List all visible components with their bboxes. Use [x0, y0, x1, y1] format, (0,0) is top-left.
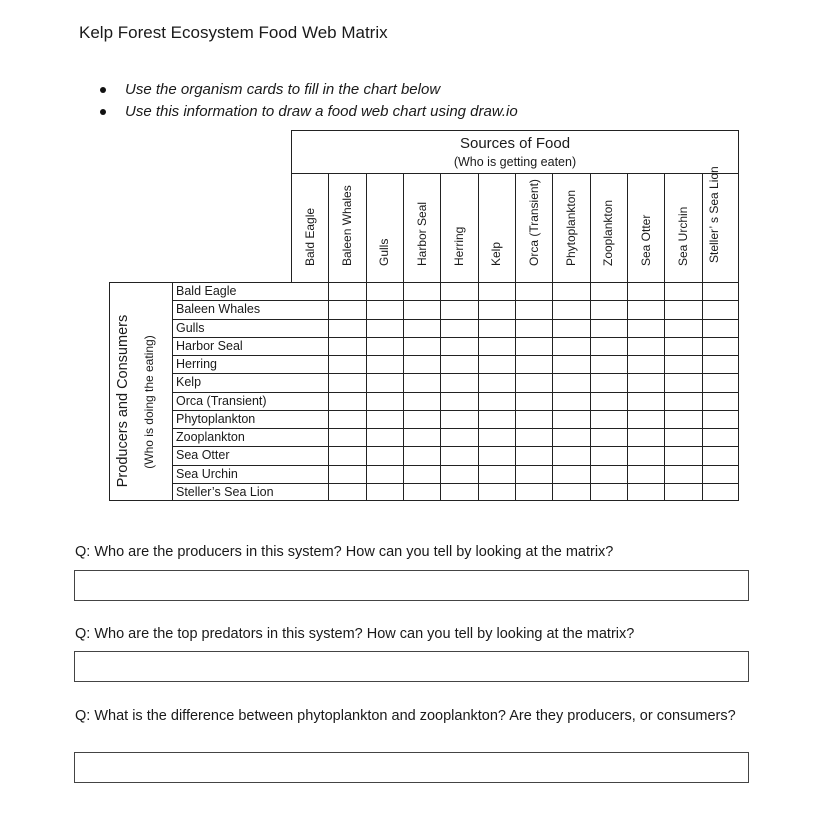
matrix-cell[interactable] — [628, 447, 663, 463]
answer-box-3[interactable] — [74, 752, 749, 783]
matrix-cell[interactable] — [665, 356, 700, 372]
matrix-cell[interactable] — [404, 466, 439, 482]
matrix-cell[interactable] — [441, 429, 476, 445]
matrix-cell[interactable] — [553, 393, 588, 409]
matrix-cell[interactable] — [441, 338, 476, 354]
matrix-cell[interactable] — [591, 393, 626, 409]
matrix-cell[interactable] — [292, 338, 327, 354]
matrix-cell[interactable] — [553, 429, 588, 445]
matrix-cell[interactable] — [703, 411, 738, 427]
column-header — [478, 174, 515, 282]
matrix-cell[interactable] — [553, 356, 588, 372]
matrix-cell[interactable] — [292, 429, 327, 445]
matrix-cell[interactable] — [479, 338, 514, 354]
matrix-cell[interactable] — [703, 374, 738, 390]
matrix-cell[interactable] — [665, 320, 700, 336]
matrix-cell[interactable] — [703, 429, 738, 445]
matrix-cell[interactable] — [665, 301, 700, 317]
row-header: Zooplankton — [176, 430, 245, 444]
matrix-cell[interactable] — [591, 447, 626, 463]
matrix-cell[interactable] — [516, 484, 551, 500]
matrix-cell[interactable] — [591, 320, 626, 336]
matrix-cell[interactable] — [367, 411, 402, 427]
column-header-label: Sea Otter — [638, 214, 653, 266]
matrix-cell[interactable] — [516, 411, 551, 427]
instruction-item: Use the organism cards to fill in the chart below — [98, 79, 518, 101]
row-header: Orca (Transient) — [176, 393, 267, 408]
matrix-cell[interactable] — [703, 320, 738, 336]
matrix-cell[interactable] — [665, 374, 700, 390]
question-3: Q: What is the difference between phytoplankton and zooplankton? Are they producers, or consumers? — [75, 708, 736, 724]
matrix-cell[interactable] — [703, 283, 738, 299]
matrix-cell[interactable] — [516, 466, 551, 482]
matrix-cell[interactable] — [479, 301, 514, 317]
matrix-cell[interactable] — [292, 466, 327, 482]
matrix-cell[interactable] — [553, 338, 588, 354]
matrix-cell[interactable] — [665, 393, 700, 409]
matrix-cell[interactable] — [553, 484, 588, 500]
matrix-cell[interactable] — [628, 283, 663, 299]
column-header — [440, 174, 477, 282]
matrix-cell[interactable] — [703, 301, 738, 317]
matrix-cell[interactable] — [703, 447, 738, 463]
row-header: Baleen Whales — [176, 302, 261, 317]
matrix-cell[interactable] — [441, 484, 476, 500]
matrix-cell[interactable] — [516, 429, 551, 445]
row-header: Gulls — [176, 320, 205, 335]
matrix-cell[interactable] — [703, 484, 738, 500]
matrix-cell[interactable] — [329, 301, 364, 317]
matrix-cell[interactable] — [367, 393, 402, 409]
matrix-cell[interactable] — [367, 356, 402, 372]
matrix-cell[interactable] — [367, 466, 402, 482]
matrix-cell[interactable] — [628, 374, 663, 390]
matrix-cell[interactable] — [367, 447, 402, 463]
matrix-cell[interactable] — [628, 411, 663, 427]
matrix-cell[interactable] — [628, 338, 663, 354]
question-1: Q: Who are the producers in this system? How can you tell by looking at the matrix? — [75, 544, 614, 560]
matrix-cell[interactable] — [441, 374, 476, 390]
matrix-cell[interactable] — [292, 283, 327, 299]
column-header-label: Zooplankton — [601, 199, 616, 266]
matrix-cell[interactable] — [479, 356, 514, 372]
answer-box-1[interactable] — [74, 570, 749, 601]
column-header — [515, 174, 552, 282]
matrix-cell[interactable] — [329, 283, 364, 299]
column-header — [552, 174, 589, 282]
matrix-cell[interactable] — [516, 283, 551, 299]
matrix-cell[interactable] — [441, 411, 476, 427]
matrix-cell[interactable] — [703, 338, 738, 354]
matrix-cell[interactable] — [292, 320, 327, 336]
matrix-cell[interactable] — [329, 447, 364, 463]
column-header-label: Herring — [451, 226, 466, 266]
matrix-cell[interactable] — [665, 466, 700, 482]
matrix-cell[interactable] — [628, 466, 663, 482]
column-header — [590, 174, 627, 282]
matrix-cell[interactable] — [367, 429, 402, 445]
matrix-cell[interactable] — [329, 484, 364, 500]
matrix-cell[interactable] — [329, 411, 364, 427]
matrix-cell[interactable] — [628, 484, 663, 500]
matrix-cell[interactable] — [367, 301, 402, 317]
row-header: Steller’s Sea Lion — [176, 484, 274, 499]
matrix-cell[interactable] — [367, 338, 402, 354]
matrix-cell[interactable] — [516, 393, 551, 409]
matrix-cell[interactable] — [329, 320, 364, 336]
column-header-label: Steller’ s Sea Lion — [707, 166, 722, 263]
matrix-cell[interactable] — [292, 374, 327, 390]
matrix-cell[interactable] — [665, 283, 700, 299]
matrix-cell[interactable] — [553, 320, 588, 336]
matrix-header-title: Sources of Food — [459, 135, 571, 152]
row-header: Sea Otter — [176, 448, 230, 463]
column-header-label: Harbor Seal — [414, 201, 429, 266]
matrix-cell[interactable] — [441, 356, 476, 372]
matrix-cell[interactable] — [591, 374, 626, 390]
matrix-cell[interactable] — [404, 301, 439, 317]
matrix-cell[interactable] — [591, 338, 626, 354]
column-header — [702, 166, 739, 282]
matrix-cell[interactable] — [441, 466, 476, 482]
column-header — [664, 174, 701, 282]
matrix-cell[interactable] — [628, 301, 663, 317]
matrix-cell[interactable] — [367, 320, 402, 336]
instruction-item: Use this information to draw a food web chart using draw.io — [98, 101, 518, 123]
instruction-list — [98, 79, 518, 123]
column-header-label: Orca (Transient) — [526, 179, 541, 266]
matrix-cell[interactable] — [591, 484, 626, 500]
row-header: Phytoplankton — [176, 411, 256, 426]
column-header-label: Sea Urchin — [675, 206, 690, 266]
matrix-cell[interactable] — [516, 301, 551, 317]
matrix-header-subtitle: (Who is getting eaten) — [453, 155, 577, 169]
matrix-cell[interactable] — [404, 447, 439, 463]
matrix-cell[interactable] — [479, 429, 514, 445]
matrix-cell[interactable] — [329, 374, 364, 390]
matrix-cell[interactable] — [292, 356, 327, 372]
column-header — [291, 174, 328, 282]
matrix-cell[interactable] — [404, 356, 439, 372]
matrix-cell[interactable] — [591, 411, 626, 427]
matrix-cell[interactable] — [404, 429, 439, 445]
row-header: Sea Urchin — [176, 466, 238, 481]
matrix-cell[interactable] — [553, 447, 588, 463]
matrix-cell[interactable] — [516, 374, 551, 390]
document-title: Kelp Forest Ecosystem Food Web Matrix — [79, 23, 388, 42]
matrix-cell[interactable] — [292, 301, 327, 317]
column-header-label: Bald Eagle — [302, 207, 317, 266]
matrix-cell[interactable] — [591, 301, 626, 317]
matrix-cell[interactable] — [292, 393, 327, 409]
matrix-cell[interactable] — [441, 393, 476, 409]
matrix-cell[interactable] — [665, 429, 700, 445]
matrix-cell[interactable] — [516, 320, 551, 336]
matrix-cell[interactable] — [367, 283, 402, 299]
matrix-cell[interactable] — [404, 393, 439, 409]
matrix-cell[interactable] — [404, 338, 439, 354]
matrix-cell[interactable] — [404, 411, 439, 427]
matrix-cell[interactable] — [703, 356, 738, 372]
column-header-label: Phytoplankton — [563, 189, 578, 266]
matrix-cell[interactable] — [665, 338, 700, 354]
matrix-cell[interactable] — [404, 374, 439, 390]
matrix-cell[interactable] — [591, 466, 626, 482]
matrix-cell[interactable] — [404, 320, 439, 336]
matrix-cell[interactable] — [665, 484, 700, 500]
matrix-cell[interactable] — [628, 356, 663, 372]
matrix-cell[interactable] — [591, 356, 626, 372]
row-header: Bald Eagle — [176, 284, 237, 298]
matrix-cell[interactable] — [441, 320, 476, 336]
matrix-cell[interactable] — [329, 356, 364, 372]
matrix-cell[interactable] — [479, 484, 514, 500]
matrix-cell[interactable] — [367, 484, 402, 500]
column-header-label: Baleen Whales — [339, 185, 354, 266]
column-header-label: Gulls — [377, 238, 392, 266]
matrix-cell[interactable] — [367, 374, 402, 390]
matrix-cell[interactable] — [329, 393, 364, 409]
matrix-cell[interactable] — [665, 447, 700, 463]
matrix-cell[interactable] — [479, 447, 514, 463]
matrix-cell[interactable] — [703, 393, 738, 409]
matrix-cell[interactable] — [591, 429, 626, 445]
matrix-cell[interactable] — [479, 466, 514, 482]
matrix-cell[interactable] — [703, 466, 738, 482]
column-header — [328, 174, 365, 282]
matrix-cell[interactable] — [479, 374, 514, 390]
matrix-cell[interactable] — [404, 283, 439, 299]
matrix-cell[interactable] — [292, 447, 327, 463]
matrix-cell[interactable] — [628, 429, 663, 445]
matrix-cell[interactable] — [628, 320, 663, 336]
matrix-cell[interactable] — [329, 429, 364, 445]
column-header — [627, 174, 664, 282]
matrix-cell[interactable] — [628, 393, 663, 409]
question-2: Q: Who are the top predators in this system? How can you tell by looking at the matrix? — [75, 626, 635, 642]
column-header — [403, 174, 440, 282]
row-header: Herring — [176, 357, 217, 371]
matrix-cell[interactable] — [553, 301, 588, 317]
matrix-cell[interactable] — [479, 411, 514, 427]
matrix-cell[interactable] — [479, 283, 514, 299]
matrix-cell[interactable] — [553, 411, 588, 427]
row-header: Kelp — [176, 375, 202, 390]
column-header — [366, 174, 403, 282]
matrix-cell[interactable] — [329, 466, 364, 482]
matrix-cell[interactable] — [441, 283, 476, 299]
matrix-cell[interactable] — [516, 338, 551, 354]
matrix-cell[interactable] — [404, 484, 439, 500]
matrix-cell[interactable] — [441, 447, 476, 463]
answer-box-2[interactable] — [74, 651, 749, 682]
matrix-side-subtitle: (Who is doing the eating) — [142, 335, 156, 469]
matrix-cell[interactable] — [292, 411, 327, 427]
matrix-cell[interactable] — [479, 393, 514, 409]
matrix-cell[interactable] — [441, 301, 476, 317]
matrix-cell[interactable] — [479, 320, 514, 336]
matrix-cell[interactable] — [292, 484, 327, 500]
row-header: Harbor Seal — [176, 338, 243, 353]
matrix-cell[interactable] — [553, 466, 588, 482]
matrix-cell[interactable] — [516, 356, 551, 372]
matrix-cell[interactable] — [591, 283, 626, 299]
matrix-cell[interactable] — [553, 283, 588, 299]
matrix-cell[interactable] — [665, 411, 700, 427]
matrix-cell[interactable] — [329, 338, 364, 354]
matrix-cell[interactable] — [516, 447, 551, 463]
matrix-cell[interactable] — [553, 374, 588, 390]
column-header-label: Kelp — [489, 241, 504, 266]
matrix-side-title: Producers and Consumers — [115, 314, 131, 488]
